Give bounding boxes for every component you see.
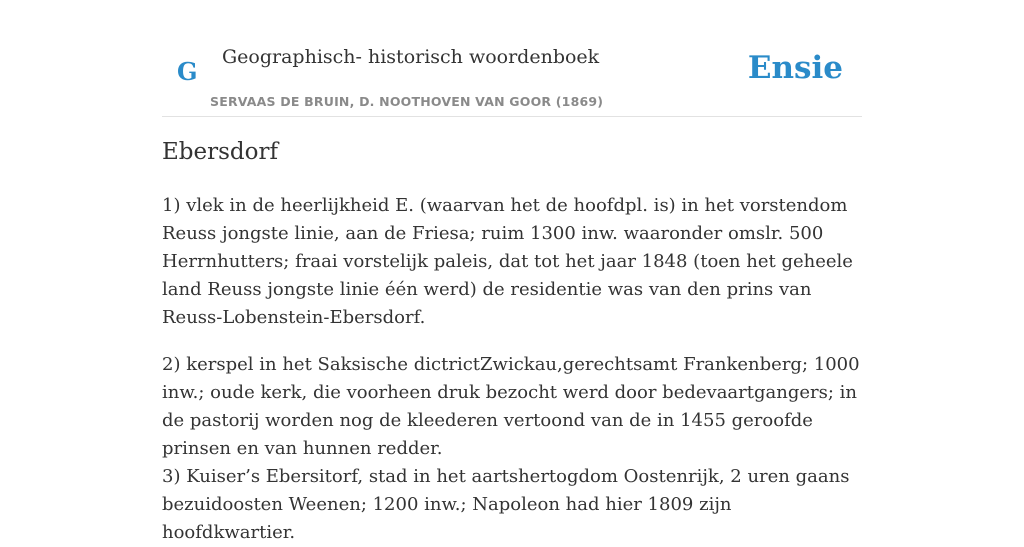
definition-3: 3) Kuiser’s Ebersitorf, stad in het aartshertogdom Oostenrijk, 2 uren gaans bezuidoosten Weenen; 1200 inw.; Napoleon had hier 1809 zijn hoofdkwartier.	[162, 466, 850, 543]
book-header	[162, 40, 862, 117]
ensie-logo-link[interactable]: Ensie	[747, 50, 843, 86]
definition-1: 1) vlek in de heerlijkheid E. (waarvan het de hoofdpl. is) in het vorstendom Reuss jongste linie, aan de Friesa; ruim 1300 inw. waaronder omslr. 500 Herrnhutters; fraai vorstelijk paleis, dat tot het jaar 1848 (toen het geheele land Reuss jongste linie één werd) de residentie was van den prins van Reuss-Lobenstein-Ebersdorf.	[162, 195, 853, 328]
book-author: SERVAAS DE BRUIN, D. NOOTHOVEN VAN GOOR (1869)	[210, 94, 604, 109]
entry-title: Ebersdorf	[162, 139, 278, 165]
definition-2: 2) kerspel in het Saksische dictrictZwickau,gerechtsamt Frankenberg; 1000 inw.; oude kerk, die voorheen druk bezocht werd door bedevaartgangers; in de pastorij worden nog de kleederen vertoond van de in 1455 geroofde prinsen en van hunnen redder.	[162, 354, 860, 459]
book-title-link[interactable]: Geographisch- historisch woordenboek	[222, 46, 600, 68]
book-logo-link[interactable]: G	[177, 57, 198, 86]
entry-body	[162, 192, 867, 547]
